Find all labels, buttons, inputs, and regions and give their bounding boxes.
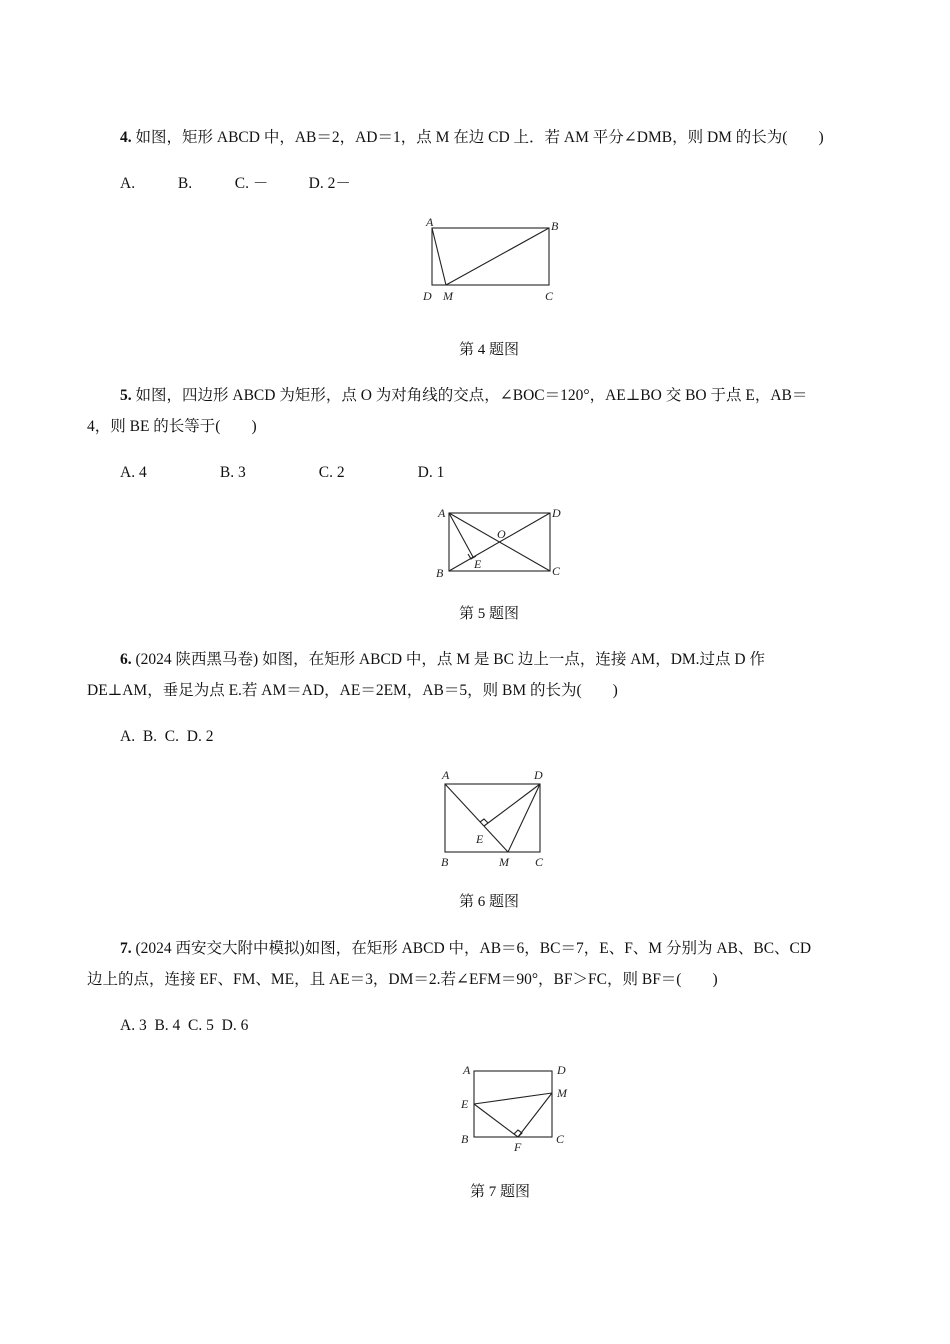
- label-a: A: [463, 1063, 471, 1077]
- q4-stem: [120, 128, 824, 148]
- label-b: B: [436, 566, 444, 580]
- q4-caption: 第 4 题图: [459, 342, 520, 358]
- q7-options: [120, 1016, 248, 1036]
- q6-stem-line2: DE⊥AM，垂足为点 E.若 AM＝AD，AE＝2EM，AB＝5，则 BM 的长为( ): [87, 682, 618, 699]
- right-angle-mark: [514, 1130, 522, 1137]
- label-a: A: [438, 506, 446, 520]
- segment-me: [474, 1093, 552, 1104]
- question-text: (2024 陕西黑马卷) 如图，在矩形 ABCD 中，点 M 是 BC 边上一点，连接 AM，DM.过点 D 作: [135, 651, 765, 668]
- option-a: A. 4: [120, 464, 147, 481]
- segment-fm: [518, 1093, 552, 1137]
- option-d: D. 2－: [308, 175, 351, 192]
- label-d: D: [423, 289, 432, 303]
- question-text: 如图，矩形 ABCD 中，AB＝2，AD＝1，点 M 在边 CD 上．若 AM 平分∠DMB，则 DM 的长为( ): [135, 129, 824, 146]
- q6-caption: 第 6 题图: [459, 894, 520, 910]
- segment-de: [484, 784, 540, 826]
- option-b: B.: [177, 175, 193, 192]
- segment-dm: [508, 784, 540, 852]
- q7-caption: 第 7 题图: [470, 1184, 531, 1200]
- label-c: C: [552, 564, 561, 578]
- question-number: 5.: [120, 387, 132, 404]
- label-e: E: [461, 1097, 469, 1111]
- label-c: C: [556, 1132, 565, 1146]
- q5-stem-line2: 4，则 BE 的长等于( ): [87, 418, 257, 435]
- segment-ef: [474, 1104, 518, 1137]
- q6-options: [120, 727, 213, 747]
- label-m: M: [443, 289, 453, 303]
- q6-figure: [432, 765, 562, 873]
- label-b: B: [441, 855, 449, 869]
- question-text: (2024 西安交大附中模拟)如图，在矩形 ABCD 中，AB＝6，BC＝7，E、F、M 分别为 AB、BC、CD: [135, 940, 812, 957]
- q7-figure: [456, 1059, 576, 1157]
- label-m: M: [557, 1086, 567, 1100]
- label-m: M: [499, 855, 509, 869]
- label-c: C: [535, 855, 544, 869]
- segment-mb: [446, 228, 549, 285]
- option-a: A.: [120, 175, 136, 192]
- segment-am: [432, 228, 446, 285]
- q6-stem-line1: [120, 650, 765, 670]
- label-o: O: [497, 527, 506, 541]
- label-b: B: [461, 1132, 469, 1146]
- label-f: F: [514, 1140, 522, 1154]
- label-d: D: [557, 1063, 566, 1077]
- question-text: 如图，四边形 ABCD 为矩形，点 O 为对角线的交点，∠BOC＝120°，AE⊥BO 交 BO 于点 E，AB＝: [135, 387, 808, 404]
- label-e: E: [474, 557, 482, 571]
- question-number: 7.: [120, 940, 132, 957]
- q4-figure: [420, 214, 570, 306]
- label-d: D: [534, 768, 543, 782]
- q4-options: [120, 174, 351, 194]
- q5-figure: [430, 502, 580, 584]
- q7-stem-line2: 边上的点，连接 EF、FM、ME，且 AE＝3，DM＝2.若∠EFM＝90°，BF＞FC，则 BF＝( ): [87, 971, 718, 988]
- question-number: 6.: [120, 651, 132, 668]
- question-number: 4.: [120, 129, 132, 146]
- q5-stem-line1: [120, 386, 807, 406]
- rectangle-abcd: [432, 228, 549, 285]
- label-a: A: [442, 768, 450, 782]
- option-b: B. 3: [219, 464, 246, 481]
- label-e: E: [476, 832, 484, 846]
- q5-caption: 第 5 题图: [459, 606, 520, 622]
- q7-stem-line1: [120, 939, 811, 959]
- option-d: D. 1: [417, 464, 445, 481]
- option-list: A. B. C. D. 2: [120, 728, 214, 745]
- label-b: B: [551, 219, 559, 233]
- label-d: D: [552, 506, 561, 520]
- q5-options: [120, 463, 444, 483]
- rectangle-abcd: [474, 1071, 552, 1137]
- option-c: C. 2: [318, 464, 345, 481]
- option-c: C. －: [234, 175, 269, 192]
- option-list: A. 3 B. 4 C. 5 D. 6: [120, 1017, 249, 1034]
- label-a: A: [426, 215, 434, 229]
- label-c: C: [545, 289, 554, 303]
